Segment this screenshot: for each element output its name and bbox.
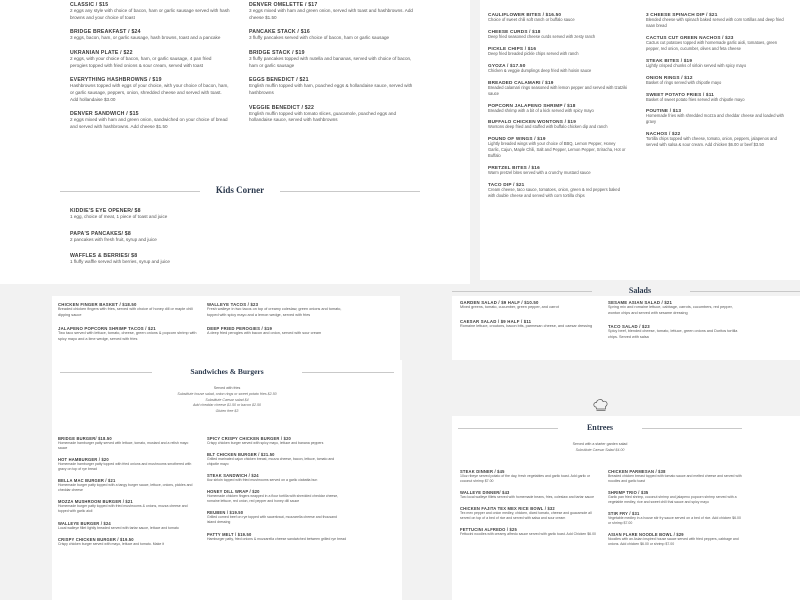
item-name: WALLEYE DINNER/ $43 [460, 490, 510, 496]
menu-item [488, 12, 628, 23]
note-line: Served with fries [213, 386, 241, 390]
item-name: STEAK SANDWICH / $24 [207, 473, 259, 479]
note-line: Served with a starter garden salad [572, 442, 628, 446]
item-description: Wontons deep fried and stuffed with buffalo chicken dip and ranch [488, 124, 608, 130]
item-description: A deep fried perogies with bacon and onion, served with sour cream [207, 331, 322, 335]
item-name: BLT CHICKEN BURGER / $21.50 [207, 452, 275, 458]
menu-item [70, 253, 270, 266]
menu-item [249, 50, 414, 69]
appetizers-panel [480, 0, 800, 280]
item-name: DENVER SANDWICH / $15 [70, 111, 139, 118]
item-name: KIDDIE'S EYE OPENER/ $8 [70, 208, 141, 214]
divider [458, 428, 558, 429]
menu-item [488, 80, 628, 97]
item-description: English muffin topped with tomato slices, guacamole, poached eggs and hollandaise sauce, served with hashbrowns [249, 110, 397, 123]
menu-item [249, 2, 414, 21]
menu-item [58, 326, 198, 342]
item-description: Crispy chicken burger served with mayo, lettuce and tomato. Make it [58, 541, 165, 546]
item-name: HONEY DILL WRAP / $20 [207, 489, 260, 495]
item-name: UKRANIAN PLATE / $22 [70, 49, 133, 56]
divider [60, 191, 200, 192]
item-description: 2 eggs mixed with ham and green onion, sandwiched on your choice of bread and served with hashbrowns. Add cheese $1.50 [70, 117, 228, 129]
menu-item [207, 326, 347, 337]
item-name: SPICY CRISPY CHICKEN BURGER / $20 [207, 436, 292, 441]
item-description: Breaded chicken fingers with fries, served with choice of honey dill or maple chili dipping sauce [58, 307, 193, 317]
salads-section-title: Salads [628, 286, 652, 295]
item-name: POUTINE / $13 [646, 108, 682, 114]
item-name: CAESAR SALAD / $9 HALF / $11 [460, 318, 532, 324]
item-name: TACO SALAD / $23 [608, 324, 650, 329]
item-description: 2 eggs any style with choice of bacon, ham or garlic sausage served with hash browns and your choice of toast [70, 8, 230, 20]
item-name: EVERYTHING HASHBROWNS / $19 [70, 77, 162, 84]
entrees-section-title: Entrees [586, 423, 614, 432]
item-name: MOZZA MUSHROOM BURGER / $21 [58, 499, 133, 505]
item-name: STEAK DINNER / $45 [460, 469, 505, 474]
item-description: Grilled marinated cajun chicken breast, mozza cheese, bacon, lettuce, tomato and chipotle mayo [207, 457, 335, 467]
item-description: 6oz sirloin topped with fried mushrooms served on a garlic ciabatta bun [207, 478, 318, 483]
item-name: SWEET POTATO FRIES / $11 [646, 91, 715, 97]
item-description: Spring mix and romaine lettuce, cabbage, carrots, cucumbers, red pepper, wonton chips and served with sesame dressing [608, 305, 733, 315]
item-name: VEGGIE BENEDICT / $22 [249, 104, 315, 111]
item-name: PANCAKE STACK / $16 [249, 29, 310, 36]
menu-item [488, 165, 628, 176]
baskets-column-right [207, 302, 347, 345]
divider [642, 428, 742, 429]
item-description: Deep fried breaded pickle chips served with ranch [488, 50, 579, 56]
menu-item [58, 302, 198, 318]
menu-item [58, 521, 198, 531]
sandwiches-notes [127, 386, 327, 415]
item-name: DEEP FRIED PEROGIES / $19 [207, 326, 273, 331]
entrees-panel [452, 465, 800, 600]
breakfast-column-left [70, 2, 230, 139]
item-description: Breaded calamari rings seasoned with lemon pepper and served with tzatziki sauce [488, 84, 628, 96]
item-description: Homemade hamburger patty served with lettuce, tomato, mustard and a relish mayo sauce [58, 441, 189, 451]
sandwiches-section-title: Sandwiches & Burgers [190, 367, 264, 376]
kids-column [70, 208, 270, 274]
item-description: Homemade chicken fingers wrapped in a flour tortilla with shredded cheddar cheese, romaine lettuce, red onion, red pepper and honey dill sauce [207, 494, 339, 504]
item-name: BRIDGE BURGER/ $18.50 [58, 436, 112, 441]
item-name: CRISPY CHICKEN BURGER / $19.50 [58, 536, 134, 542]
baskets-panel [52, 296, 400, 360]
item-name: CHICKEN FINGER BASKET / $18.50 [58, 302, 137, 307]
item-name: BELLA MAC BURGER / $21 [58, 478, 116, 484]
item-description: Lightly breaded wings with your choice of BBQ, Lemon Pepper, Honey Garlic, Cajun, Maple Chili, Salt and Pepper, Lemon Pepper, Sriracha, Hot or Buffalo [488, 141, 626, 159]
menu-item [608, 511, 743, 526]
menu-item [207, 452, 347, 467]
breakfast-column-right [249, 2, 414, 132]
menu-item [646, 58, 786, 69]
item-name: CLASSIC / $15 [70, 2, 109, 8]
item-name: PRETZEL BITES / $16 [488, 165, 540, 171]
menu-item [58, 499, 198, 514]
entrees-notes [540, 442, 660, 454]
menu-item [488, 136, 628, 159]
item-description: 3 eggs, bacon, ham, or garlic sausage, hash browns, toast and a pancake [70, 35, 221, 41]
item-name: NACHOS / $22 [646, 131, 681, 137]
entrees-column-left [460, 469, 600, 543]
menu-item [249, 29, 414, 42]
item-name: STIR FRY / $31 [608, 511, 640, 517]
breakfast-panel [0, 0, 470, 178]
salads-column-right [608, 300, 743, 348]
item-name: ASIAN FLARE NOODLE BOWL / $29 [608, 532, 684, 538]
item-name: CAULIFLOWER BITES / $16.50 [488, 12, 562, 17]
item-description: Choice of sweet chili soft ranch or buffalo sauce [488, 17, 575, 22]
menu-item [207, 473, 347, 483]
item-description: Homemade burger patty topped with fried mushrooms & onions, mozza cheese and topped with garlic aioli [58, 504, 188, 514]
note-line: Substitute house salad, onion rings or sweet potato fries $2.50 [177, 391, 277, 396]
item-description: 3 fluffy pancakes topped with nutella and bananas, served with choice of bacon, ham or garlic sausage [249, 55, 412, 68]
item-name: HOT HAMBURGER / $20 [58, 457, 109, 463]
item-description: Romaine lettuce, croutons, bacon bits, parmesan cheese, and caesar dressing [460, 323, 593, 328]
menu-item [646, 12, 786, 29]
menu-item [488, 103, 628, 114]
item-description: Two local walleye fillets served with homemade beans, fries, coleslaw and tartar sauce [460, 495, 595, 500]
chef-hat-icon [592, 398, 610, 412]
sandwiches-panel [52, 432, 402, 600]
menu-item [646, 35, 786, 52]
menu-item [207, 510, 347, 525]
item-description: Vegetable medley in a house stir fry sauce served on a bed of rice. Add chicken $6.00 or shrimp $7.00 [608, 516, 741, 526]
item-description: Lightly crisped chunks of sirloin served with spicy mayo [646, 62, 747, 68]
item-description: 3 eggs mixed with ham and green onion, served with toast and hashbrowns. Add cheese $1.50 [249, 8, 413, 20]
item-name: 3 CHEESE SPINACH DIP / $21 [646, 12, 718, 17]
item-description: Tex mex pepper and onion medley, chicken, diced tomato, cheese and guacamole all served on top of a bed of rice and served with salsa and sour cream [460, 511, 592, 521]
menu-item [207, 302, 347, 318]
item-name: POPCORN JALAPENO SHRIMP / $18 [488, 102, 576, 108]
menu-item [488, 46, 628, 57]
sandwiches-column-left [58, 436, 198, 553]
menu-item [207, 489, 347, 504]
item-name: GYOZA / $17.50 [488, 62, 526, 68]
item-description: 2 pancakes with fresh fruit, syrup and juice [70, 236, 157, 242]
item-name: JALAPENO POPCORN SHRIMP TACOS / $21 [58, 326, 156, 331]
salads-panel [452, 296, 800, 360]
item-description: 1 egg, choice of meat, 1 piece of toast and juice [70, 214, 168, 219]
item-name: WALLEYE BURGER / $24 [58, 520, 111, 526]
menu-item [646, 131, 786, 148]
item-description: Cream cheese, taco sauce, tomatoes, onion, green & red peppers baked with double cheese and served with corn tortilla chips [488, 187, 620, 198]
menu-item [488, 182, 628, 199]
menu-item [460, 300, 600, 311]
item-description: 10oz ribeye served potato of the day, fresh vegetables and garlic toast. Add garlic or coconut shrimp $7.00 [460, 474, 591, 484]
item-description: Homemade hamburger patty topped with fried onions and mushrooms smothered with gravy on top of rye bread [58, 462, 192, 472]
item-name: BREADED CALAMARI / $19 [488, 79, 554, 85]
menu-item [70, 2, 230, 21]
item-description: Hashbrowns topped with eggs of your choice, with your choice of bacon, ham, or garlic sausage, peppers, onion, shredded cheese and served with toast. Add hollandaise $3.00 [70, 83, 229, 102]
item-name: TACO DIP / $21 [488, 182, 525, 188]
item-name: BRIDGE STACK / $19 [249, 49, 305, 56]
item-name: BRIDGE BREAKFAST / $24 [70, 29, 141, 36]
menu-item [488, 63, 628, 74]
item-description: Garlic pan fried shrimp, coconut shrimp and jalapeno popcorn shrimp served with a vegetable medley, rice and sweet chili thai sauce and spicy mayo [608, 495, 737, 505]
item-description: Blended cheese with spinach baked served with corn tortillas and deep fried naan bread [646, 17, 784, 28]
item-description: English muffin topped with ham, poached eggs & hollandaise sauce, served with hashbrowns [249, 83, 413, 95]
item-name: CHEESE CURDS / $18 [488, 28, 541, 34]
item-name: PICKLE CHIPS / $16 [488, 45, 537, 51]
menu-item [460, 506, 600, 521]
item-name: STEAK BITES / $19 [646, 57, 693, 63]
item-description: 3 fluffy pancakes served with choice of bacon, ham or garlic sausage [249, 35, 390, 41]
menu-item [58, 436, 198, 451]
item-description: Fresh walleye in two tacos on top of creamy coleslaw, green onions and tomato, topped with spicy mayo and a lemon wedge, served with fries [207, 307, 342, 317]
menu-item [207, 436, 347, 446]
menu-item [70, 208, 270, 221]
item-description: Spicy beef, blended cheese, tomato, lettuce, green onions and Doritos tortilla chips. Served with salsa [608, 329, 738, 339]
kids-section-title: Kids Corner [215, 185, 265, 195]
menu-item [70, 50, 230, 69]
item-name: GARDEN SALAD / $9 HALF / $10.50 [460, 300, 539, 305]
menu-item [608, 490, 743, 505]
item-description: Tortilla chips topped with cheese, tomato, onion, peppers, jalapenos and served with salsa & sour cream. Add chicken $6.00 or beef $3.50 [646, 136, 777, 148]
item-description: Basket of rings served with chipotle mayo [646, 79, 722, 85]
item-name: PATTY MELT / $19.50 [207, 531, 252, 537]
item-description: Homemade fries with shredded mozza and cheddar cheese and loaded with gravy [646, 113, 784, 125]
item-name: WAFFLES & BERRIES/ $8 [70, 253, 138, 260]
divider [452, 291, 592, 292]
item-name: WALLEYE TACOS / $23 [207, 302, 259, 307]
divider [280, 191, 420, 192]
item-description: Breaded shrimp with a bit of a kick served with spicy mayo [488, 107, 594, 113]
menu-item [460, 319, 600, 330]
item-description: 1 fluffy waffle served with berries, syrup and juice [70, 259, 170, 265]
item-description: Two taco served with lettuce, tomato, cheese, green onions & popcorn shrimp with spicy mayo and a lime wedge, served with fries [58, 331, 197, 341]
item-name: SESAME ASIAN SALAD / $21 [608, 300, 673, 305]
item-name: EGGS BENEDICT / $21 [249, 77, 309, 84]
menu-item [460, 469, 600, 484]
menu-item [646, 75, 786, 86]
item-description: Deep fried seasoned cheese curds served with zesty ranch [488, 33, 596, 39]
menu-item [488, 29, 628, 40]
item-description: Cactus cut potatoes topped with homemade garlic aioli, tomatoes, green pepper, red onion, cucumber, olives and feta cheese [646, 39, 778, 51]
item-description: 2 eggs, with your choice of bacon, ham, or garlic sausage, 4 pan fried perogies topped with fried onions & sour cream, served with toast [70, 55, 212, 68]
menu-item [608, 300, 743, 316]
menu-item [70, 111, 230, 130]
divider [690, 291, 800, 292]
menu-item [58, 478, 198, 493]
item-description: Noodles with an Asian inspired house sauce served with fried peppers, cabbage and onions. Add chicken $6.00 or shrimp $7.00 [608, 537, 739, 547]
item-description: Hamburger patty, fried onions & mozzarella cheese sandwiched between grilled rye bread [207, 536, 347, 541]
item-name: ONION RINGS / $12 [646, 74, 693, 80]
menu-item [249, 105, 414, 124]
item-description: Warm pretzel bites served with a crunchy mustard sauce [488, 170, 591, 176]
divider [60, 372, 152, 373]
menu-item [70, 77, 230, 103]
note-line: Add cheddar cheese $1.50 or bacon $2.50 [193, 403, 261, 408]
item-name: SHRIMP TRIO / $35 [608, 490, 649, 496]
note-line: Gluten free $3 [215, 409, 239, 413]
item-description: Fettucini noodles with creamy alfredo sauce served with garlic toast. Add Chicken $6.00 [460, 532, 596, 537]
sandwiches-column-right [207, 436, 347, 548]
item-name: REUBEN / $19.50 [207, 510, 244, 516]
entrees-column-right [608, 469, 743, 554]
menu-item [460, 490, 600, 500]
appetizers-column-right [646, 12, 786, 154]
item-name: FETTUCINI ALFREDO / $25 [460, 527, 517, 533]
baskets-column-left [58, 302, 198, 350]
item-name: DENVER OMELETTE / $17 [249, 2, 318, 8]
item-description: Grilled corned beef on rye topped with sauerkraut, mozzarella cheese and thousand island dressing [207, 515, 337, 525]
appetizers-column-left [488, 12, 628, 205]
note-line: Substitute Caesar salad $4 [205, 397, 249, 402]
item-description: Chicken & veggie dumplings deep fried with hoisin sauce [488, 67, 592, 73]
divider [302, 372, 394, 373]
salads-column-left [460, 300, 600, 337]
item-description: Local walleye fillet lightly breaded served with tartar sauce, lettuce and tomato [58, 525, 179, 530]
item-description: Homemade burger patty topped with a tangy burger sauce, lettuce, onions, pickles and cheddar cheese [58, 483, 193, 493]
menu-item [58, 537, 198, 547]
item-name: POUND OF WINGS / $19 [488, 136, 546, 142]
item-description: Basket of sweet potato fries served with chipotle mayo [646, 96, 745, 102]
menu-item [608, 469, 743, 484]
menu-item [249, 77, 414, 96]
item-description: Crispy chicken burger served with spicy mayo, lettuce and banana peppers [207, 441, 324, 445]
menu-item [460, 527, 600, 537]
item-name: CHICKEN FAJITA TEX MEX RICE BOWL / $32 [460, 506, 555, 512]
item-name: CACTUS CUT GREEN NACHOS / $23 [646, 34, 734, 40]
item-description: Breaded chicken breast topped with tomato sauce and melted cheese and served with noodles and garlic toast [608, 474, 742, 484]
menu-item [70, 231, 270, 244]
kids-panel [0, 200, 470, 284]
item-name: PAPA'S PANCAKES/ $8 [70, 230, 131, 237]
menu-item [608, 324, 743, 340]
item-description: Mixed greens, tomato, cucumber, green pepper, and carrot [460, 305, 559, 309]
item-name: BUFFALO CHICKEN WONTONS / $19 [488, 119, 577, 125]
menu-item [646, 108, 786, 125]
item-name: CHICKEN PARMESAN / $38 [608, 469, 666, 474]
menu-item [70, 29, 230, 42]
menu-item [646, 92, 786, 103]
menu-item [207, 532, 347, 542]
menu-item [488, 119, 628, 130]
note-line: Substitute Caesar Salad $4.00 [575, 447, 625, 452]
menu-item [58, 457, 198, 472]
menu-item [608, 532, 743, 547]
